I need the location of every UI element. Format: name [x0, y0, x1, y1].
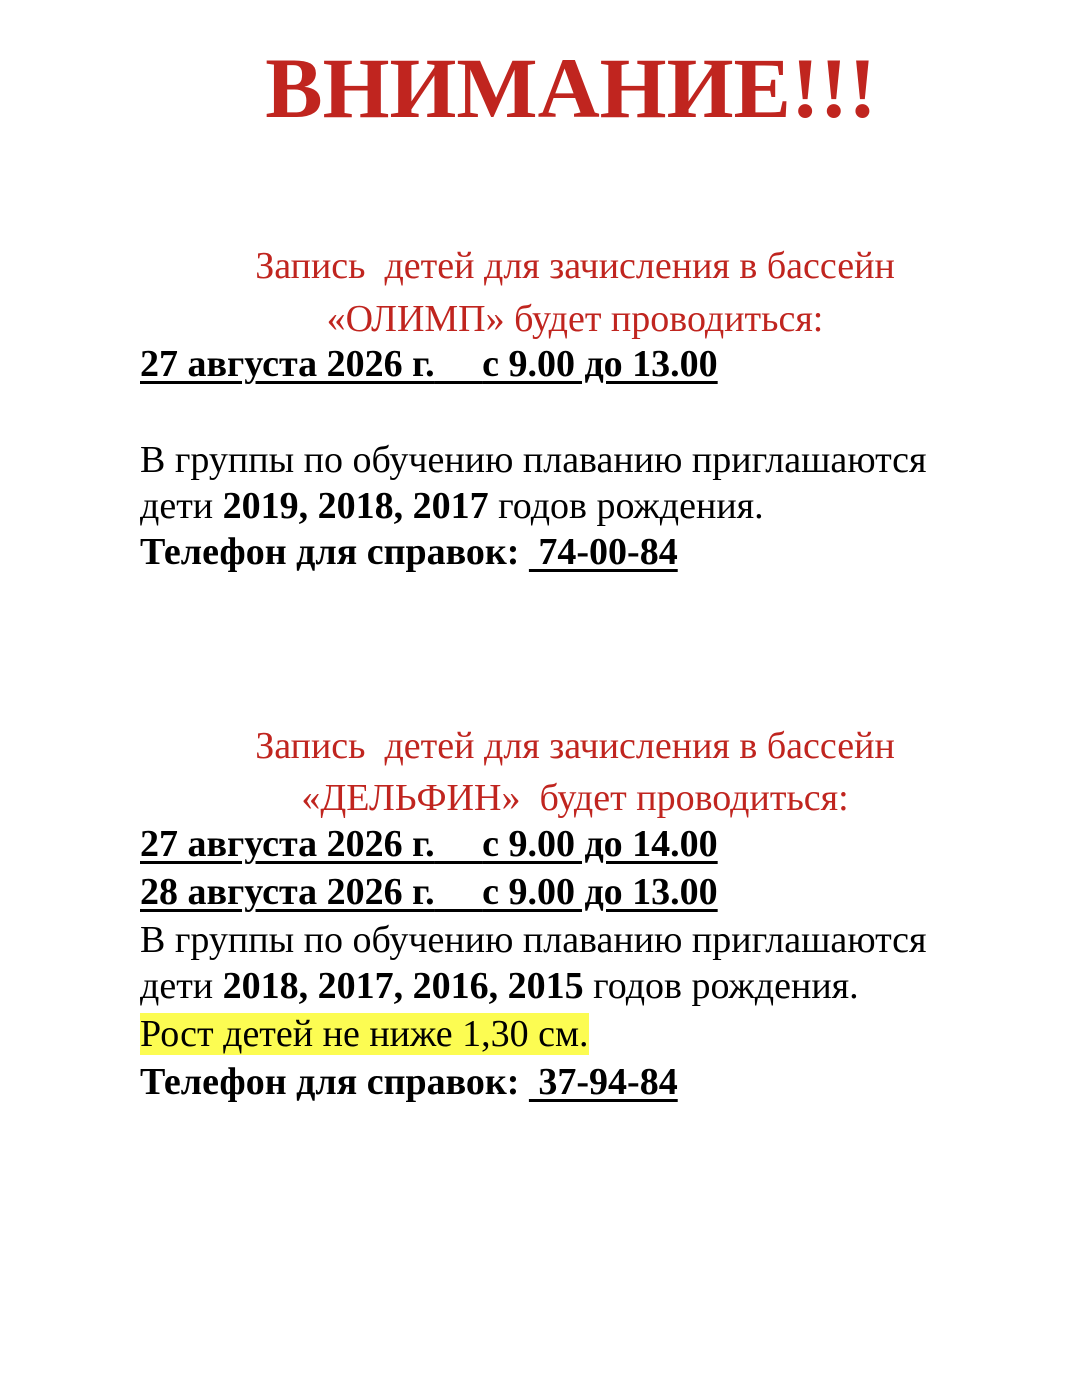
kids-prefix: дети — [140, 965, 223, 1007]
olimp-birth-years — [140, 482, 764, 530]
delfin-birth-years — [140, 962, 859, 1010]
delfin-heading-line-1: Запись детей для зачисления в бассейн — [255, 725, 895, 767]
delfin-height-note-row — [140, 1010, 589, 1058]
delfin-schedule-row-1 — [140, 820, 718, 868]
phone-number: 37-94-84 — [528, 1061, 678, 1103]
height-note: Рост детей не ниже 1,30 см. — [140, 1013, 589, 1055]
schedule-date: 28 августа 2026 г. — [140, 871, 435, 913]
olimp-groups-text: В группы по обучению плаванию приглашаются — [140, 439, 927, 481]
page-title: ВНИМАНИЕ!!! — [265, 40, 877, 136]
schedule-time: с 9.00 до 13.00 — [482, 343, 718, 385]
phone-label: Телефон для справок: — [140, 531, 529, 573]
delfin-groups-text: В группы по обучению плаванию приглашаются — [140, 919, 927, 961]
schedule-time: с 9.00 до 13.00 — [482, 871, 718, 913]
olimp-schedule-row — [140, 340, 718, 388]
schedule-gap — [435, 343, 483, 385]
birth-years: 2018, 2017, 2016, 2015 — [222, 965, 584, 1007]
schedule-time: с 9.00 до 14.00 — [482, 823, 718, 865]
phone-number: 74-00-84 — [528, 531, 678, 573]
kids-suffix: годов рождения. — [488, 485, 764, 527]
olimp-heading-line-1: Запись детей для зачисления в бассейн — [255, 245, 895, 287]
birth-years: 2019, 2018, 2017 — [222, 485, 489, 527]
delfin-schedule-row-2 — [140, 868, 718, 916]
delfin-phone-row — [140, 1058, 678, 1106]
schedule-date: 27 августа 2026 г. — [140, 343, 435, 385]
schedule-gap — [435, 871, 483, 913]
olimp-heading-line-2: «ОЛИМП» будет проводиться: — [326, 298, 824, 340]
schedule-date: 27 августа 2026 г. — [140, 823, 435, 865]
kids-suffix: годов рождения. — [583, 965, 859, 1007]
kids-prefix: дети — [140, 485, 223, 527]
phone-label: Телефон для справок: — [140, 1061, 529, 1103]
delfin-heading-line-2: «ДЕЛЬФИН» будет проводиться: — [301, 777, 849, 819]
schedule-gap — [435, 823, 483, 865]
olimp-phone-row — [140, 528, 678, 576]
